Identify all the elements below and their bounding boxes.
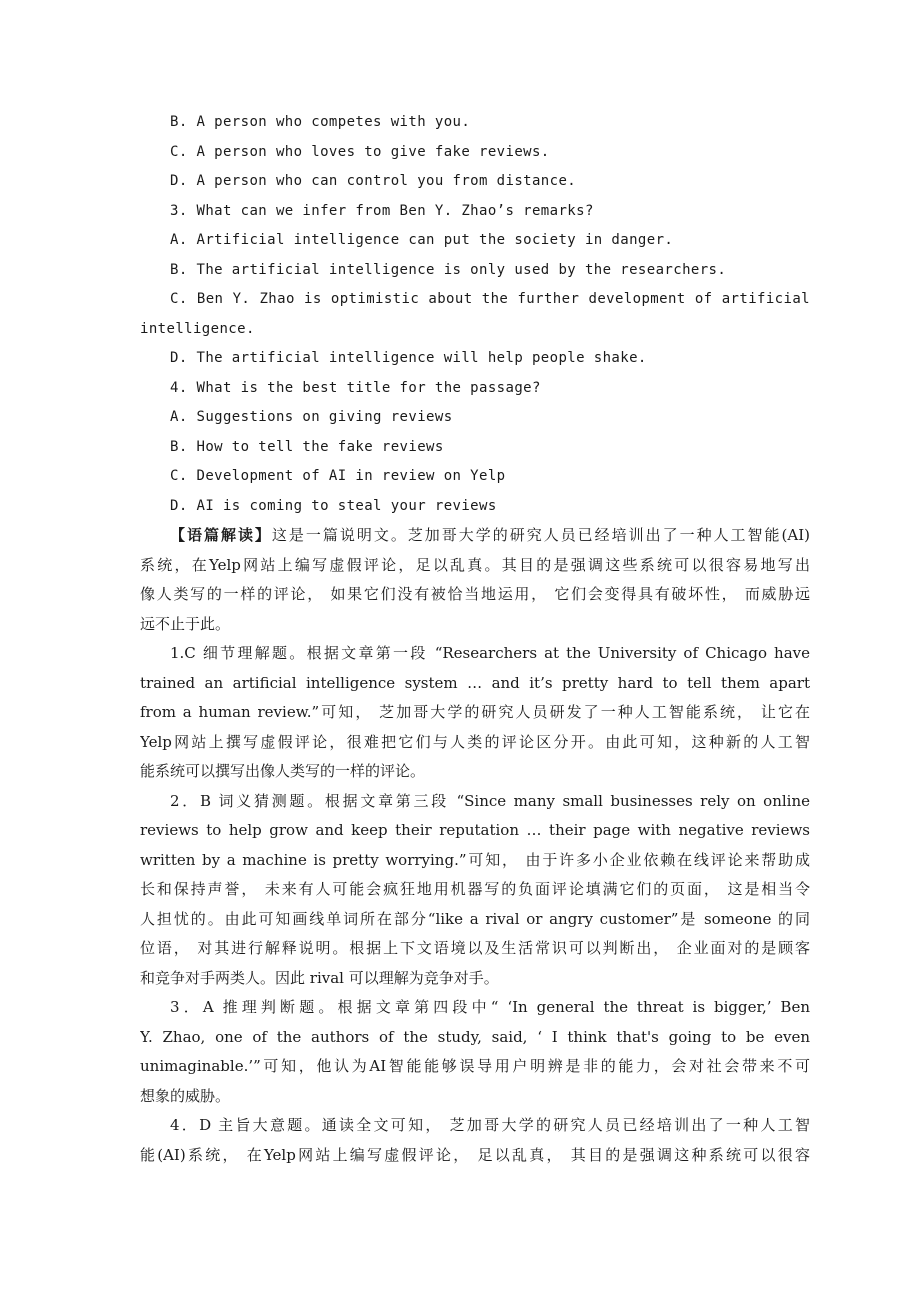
q3-option-c-line2: intelligence.	[140, 320, 255, 337]
answer-4	[140, 1111, 810, 1170]
q3-option-c-line1: C. Ben Y. Zhao is optimistic about the further development of artificial	[170, 291, 810, 307]
q3-option-b: B. The artificial intelligence is only used by the researchers.	[170, 261, 727, 278]
analysis-intro-line-4: 远不止于此。	[140, 614, 231, 633]
analysis-intro-line-1: 【语篇解读】这是一篇说明文。芝加哥大学的研究人员已经培训出了一种人工智能(AI)	[170, 526, 810, 544]
answer-2-line-6: 位语， 对其进行解释说明。根据上下文语境以及生活常识可以判断出， 企业面对的是顾客	[140, 939, 810, 957]
answer-1	[140, 639, 810, 787]
answer-3-line-1: 3．A 推理判断题。根据文章第四段中“ ‘In general the threat is bigger,’ Ben	[170, 998, 810, 1016]
answer-1-line-5: 能系统可以撰写出像人类写的一样的评论。	[140, 762, 426, 780]
answer-2-line-5: 人担忧的。由此可知画线单词所在部分“like a rival or angry customer”是 someone 的同	[140, 909, 810, 928]
document-page	[140, 108, 810, 1170]
answer-2	[140, 787, 810, 994]
passage-analysis	[140, 521, 810, 639]
answer-1-line-2: trained an artificial intelligence system … and it’s pretty hard to tell them apart	[140, 673, 810, 692]
answer-2-line-2: reviews to help grow and keep their reputation … their page with negative reviews	[140, 821, 810, 839]
q3-stem: 3. What can we infer from Ben Y. Zhao’s remarks?	[170, 202, 594, 219]
answer-2-line-3: written by a machine is pretty worrying.”可知， 由于许多小企业依赖在线评论来帮助成	[140, 850, 810, 869]
q4-option-a: A. Suggestions on giving reviews	[170, 409, 453, 425]
answer-1-line-4: Yelp网站上撰写虚假评论，很难把它们与人类的评论区分开。由此可知，这种新的人工智	[140, 732, 810, 751]
question-3	[140, 197, 810, 374]
answer-4-line-1: 4．D 主旨大意题。通读全文可知， 芝加哥大学的研究人员已经培训出了一种人工智	[170, 1116, 810, 1134]
question-2-options	[140, 108, 810, 197]
answer-2-line-1: 2．B 词义猜测题。根据文章第三段 “Since many small businesses rely on online	[170, 791, 810, 810]
answer-4-line-2: 能(AI)系统， 在Yelp网站上编写虚假评论， 足以乱真， 其目的是强调这种系统可以很容	[140, 1145, 810, 1164]
analysis-intro-line-3: 像人类写的一样的评论， 如果它们没有被恰当地运用， 它们会变得具有破坏性， 而威胁远	[140, 585, 810, 603]
q4-option-c: C. Development of AI in review on Yelp	[170, 468, 506, 484]
q2-option-d: D. A person who can control you from distance.	[170, 173, 577, 189]
answer-3-line-3: unimaginable.’”可知，他认为AI智能能够误导用户明辨是非的能力，会对社会带来不可	[140, 1057, 810, 1075]
q4-stem: 4. What is the best title for the passage?	[170, 379, 541, 396]
q4-option-b: B. How to tell the fake reviews	[170, 438, 444, 455]
q2-option-b: B. A person who competes with you.	[170, 114, 471, 130]
answer-3	[140, 993, 810, 1111]
answer-3-line-4: 想象的威胁。	[140, 1086, 231, 1105]
analysis-intro-line-2: 系统，在Yelp网站上编写虚假评论，足以乱真。其目的是强调这些系统可以很容易地写出	[140, 555, 810, 574]
question-4	[140, 374, 810, 522]
answer-1-line-1: 1.C 细节理解题。根据文章第一段 “Researchers at the University of Chicago have	[170, 644, 810, 662]
q3-option-a: A. Artificial intelligence can put the society in danger.	[170, 232, 674, 248]
answer-2-line-7: 和竞争对手两类人。因此 rival 可以理解为竞争对手。	[140, 968, 499, 987]
q4-option-d: D. AI is coming to steal your reviews	[170, 497, 497, 514]
analysis-heading: 【语篇解读】	[170, 526, 272, 544]
answer-3-line-2: Y. Zhao, one of the authors of the study, said, ‘ I think that's going to be even	[140, 1027, 810, 1046]
answer-2-line-4: 长和保持声誉， 未来有人可能会疯狂地用机器写的负面评论填满它们的页面， 这是相当令	[140, 880, 810, 898]
answer-1-line-3: from a human review.”可知， 芝加哥大学的研究人员研发了一种人工智能系统， 让它在	[140, 703, 810, 721]
q2-option-c: C. A person who loves to give fake reviews.	[170, 143, 550, 160]
q3-option-d: D. The artificial intelligence will help people shake.	[170, 350, 647, 366]
